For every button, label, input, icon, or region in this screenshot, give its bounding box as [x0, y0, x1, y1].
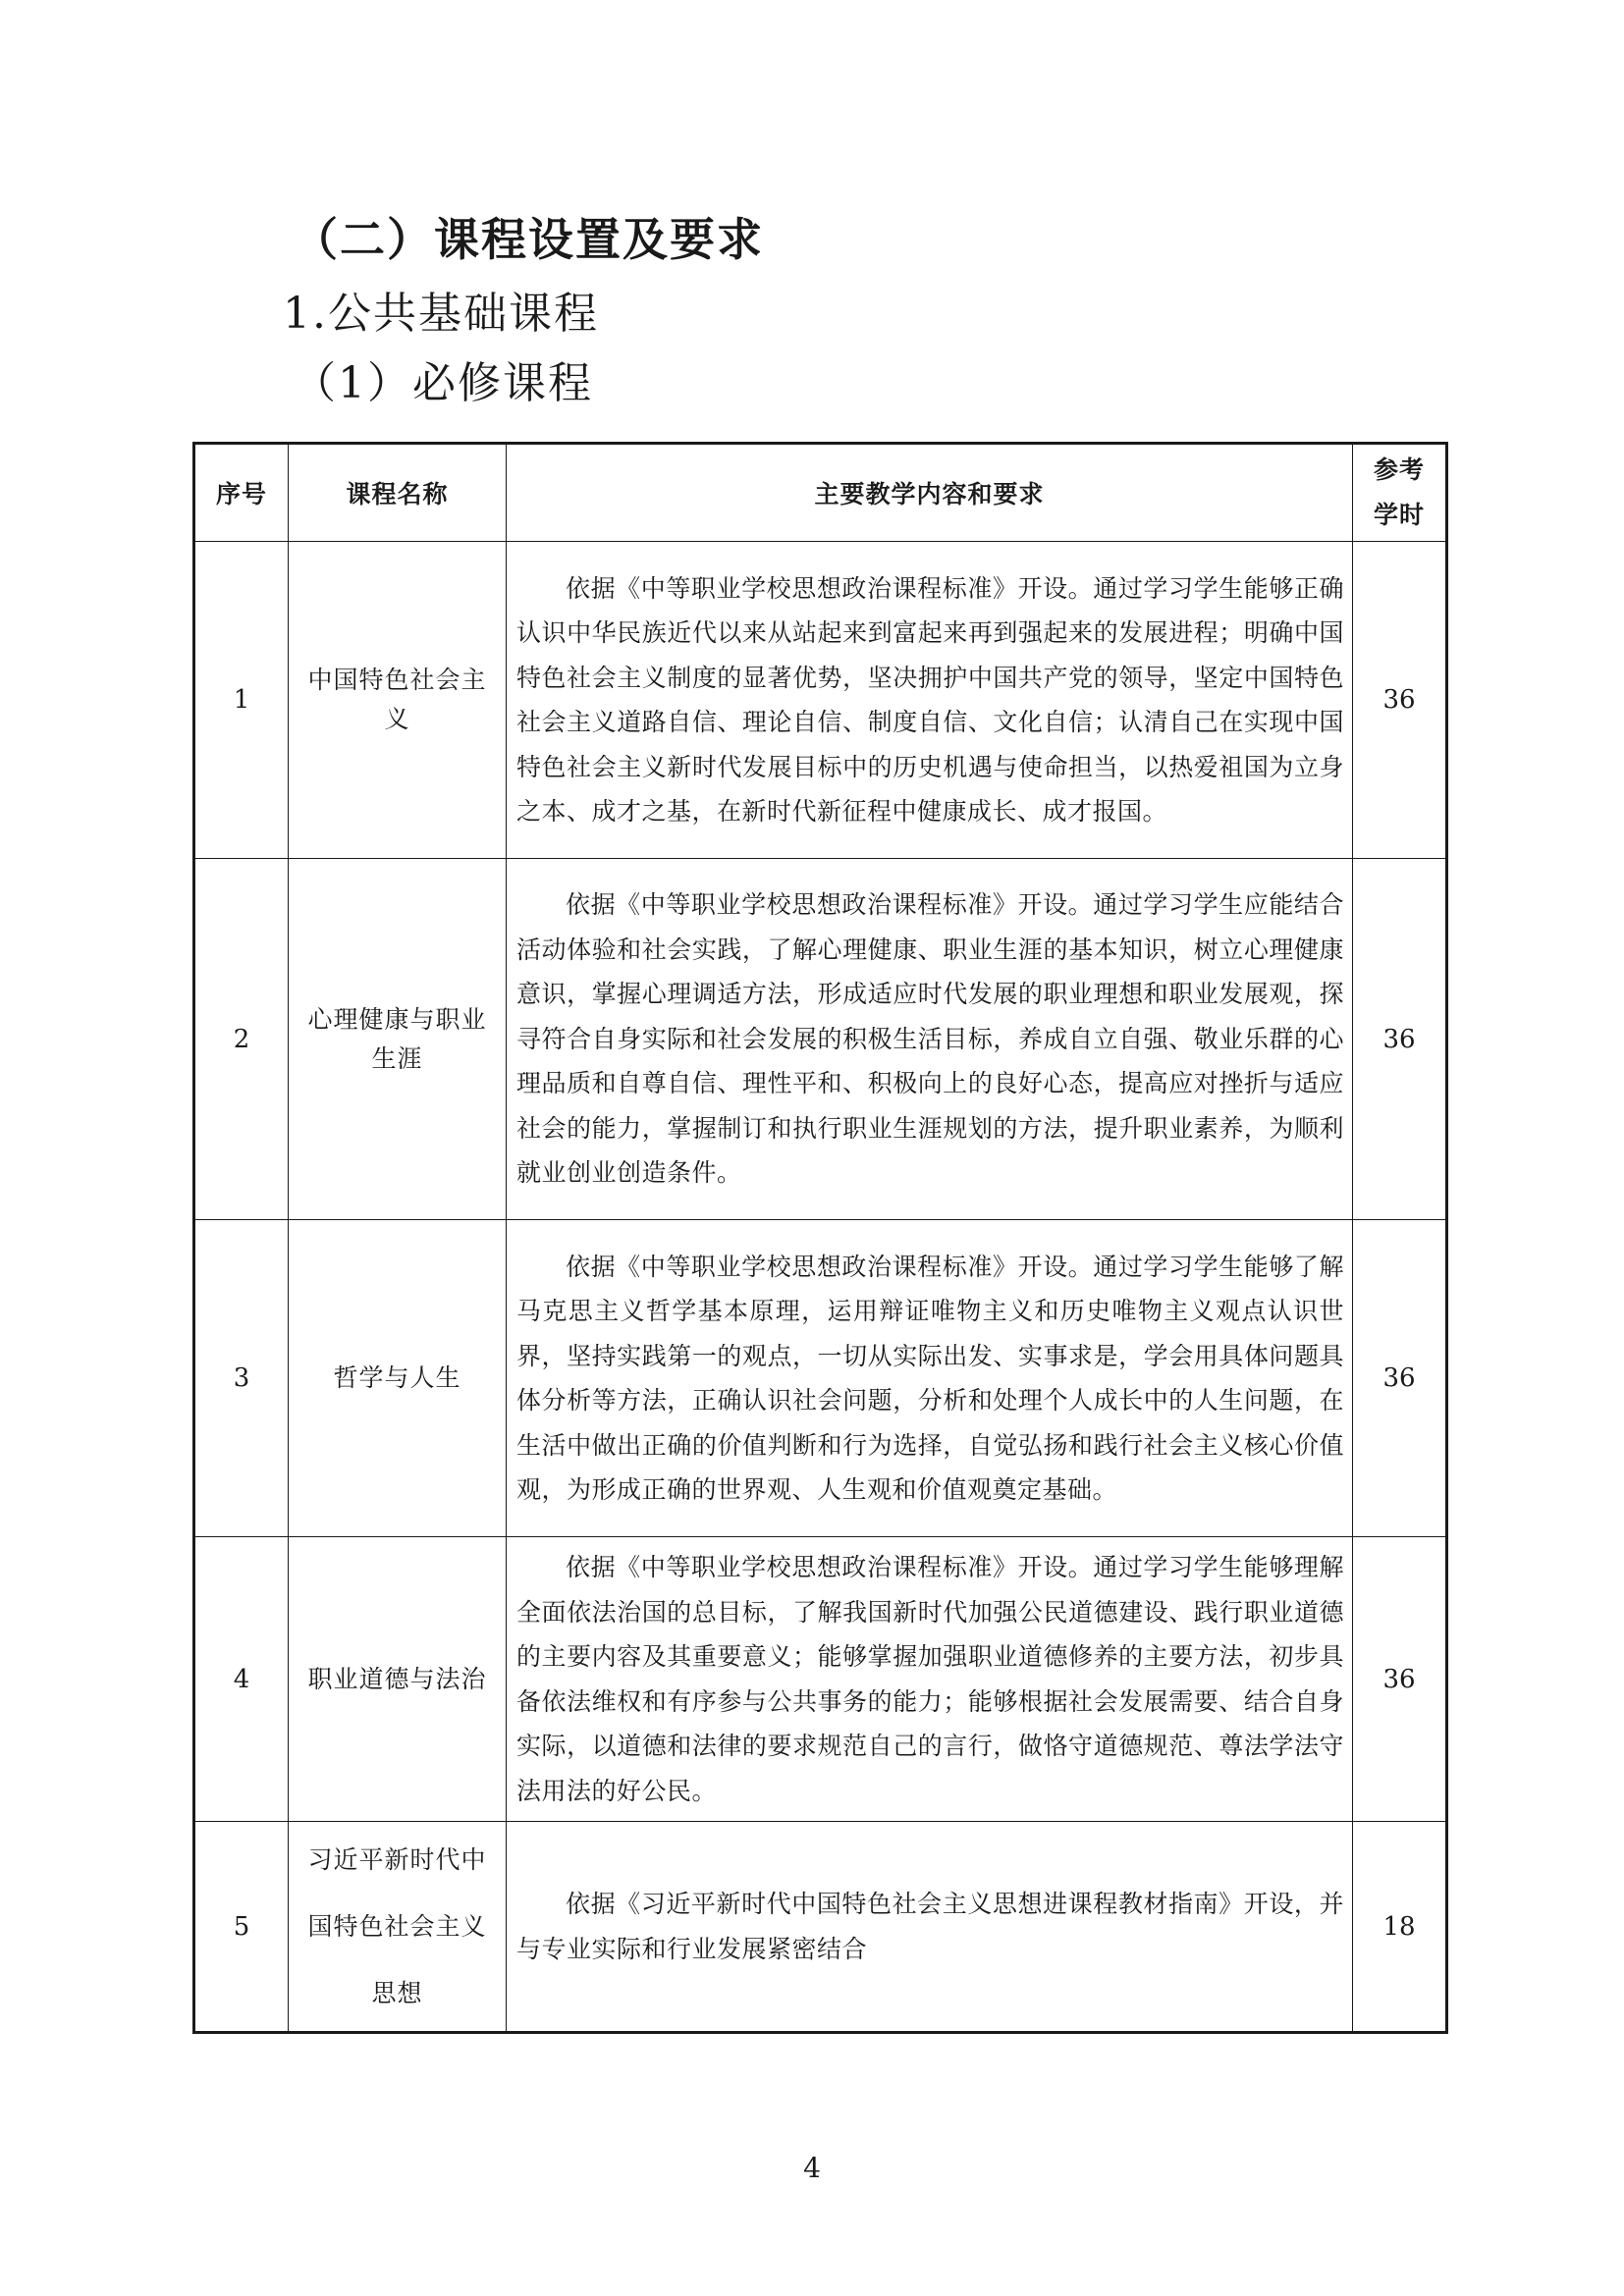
course-name: 哲学与人生 [289, 1220, 507, 1537]
subsection-heading: 1.公共基础课程 [283, 289, 599, 339]
row-number: 5 [194, 1822, 289, 2033]
header-hours [1353, 444, 1447, 542]
table-row [194, 859, 1447, 1220]
course-content: 依据《中等职业学校思想政治课程标准》开设。通过学习学生能够了解马克思主义哲学基本原理，运用辩证唯物主义和历史唯物主义观点认识世界，坚持实践第一的观点，一切从实际出发、实事求是，学会用具体问题具体分析等方法，正确认识社会问题，分析和处理个人成长中的人生问题，在生活中做出正确的价值判断和行为选择，自觉弘扬和践行社会主义核心价值观，为形成正确的世界观、人生观和价值观奠定基础。 [507, 1220, 1353, 1537]
table-header-row [194, 444, 1447, 542]
course-hours: 36 [1353, 1220, 1447, 1537]
course-hours: 18 [1353, 1822, 1447, 2033]
subsubsection-heading: （1）必修课程 [293, 358, 593, 408]
course-content: 依据《习近平新时代中国特色社会主义思想进课程教材指南》开设，并与专业实际和行业发展紧密结合 [507, 1822, 1353, 2033]
course-table [192, 442, 1448, 2034]
header-course-name: 课程名称 [289, 444, 507, 542]
course-content: 依据《中等职业学校思想政治课程标准》开设。通过学习学生应能结合活动体验和社会实践，了解心理健康、职业生涯的基本知识，树立心理健康意识，掌握心理调适方法，形成适应时代发展的职业理想和职业发展观，探寻符合自身实际和社会发展的积极生活目标，养成自立自强、敬业乐群的心理品质和自尊自信、理性平和、积极向上的良好心态，提高应对挫折与适应社会的能力，掌握制订和执行职业生涯规划的方法，提升职业素养，为顺利就业创业创造条件。 [507, 859, 1353, 1220]
course-hours: 36 [1353, 1537, 1447, 1822]
page-number: 4 [803, 2152, 821, 2184]
section-heading: （二）课程设置及要求 [293, 213, 764, 266]
table-row [194, 1537, 1447, 1822]
table-row [194, 1822, 1447, 2033]
row-number: 3 [194, 1220, 289, 1537]
course-content: 依据《中等职业学校思想政治课程标准》开设。通过学习学生能够正确认识中华民族近代以来从站起来到富起来再到强起来的发展进程；明确中国特色社会主义制度的显著优势，坚决拥护中国共产党的领导，坚定中国特色社会主义道路自信、理论自信、制度自信、文化自信；认清自己在实现中国特色社会主义新时代发展目标中的历史机遇与使命担当，以热爱祖国为立身之本、成才之基，在新时代新征程中健康成长、成才报国。 [507, 542, 1353, 859]
course-content: 依据《中等职业学校思想政治课程标准》开设。通过学习学生能够理解全面依法治国的总目标，了解我国新时代加强公民道德建设、践行职业道德的主要内容及其重要意义；能够掌握加强职业道德修养的主要方法，初步具备依法维权和有序参与公共事务的能力；能够根据社会发展需要、结合自身实际，以道德和法律的要求规范自己的言行，做恪守道德规范、尊法学法守法用法的好公民。 [507, 1537, 1353, 1822]
course-hours: 36 [1353, 542, 1447, 859]
table-row [194, 542, 1447, 859]
header-hours-line1: 参考 [1373, 455, 1425, 484]
header-content: 主要教学内容和要求 [507, 444, 1353, 542]
course-name: 习近平新时代中国特色社会主义思想 [289, 1822, 507, 2033]
row-number: 2 [194, 859, 289, 1220]
course-name: 中国特色社会主义 [289, 542, 507, 859]
course-name: 心理健康与职业生涯 [289, 859, 507, 1220]
table-row [194, 1220, 1447, 1537]
header-hours-line2: 学时 [1373, 501, 1425, 529]
course-hours: 36 [1353, 859, 1447, 1220]
row-number: 4 [194, 1537, 289, 1822]
row-number: 1 [194, 542, 289, 859]
header-number: 序号 [194, 444, 289, 542]
course-name: 职业道德与法治 [289, 1537, 507, 1822]
